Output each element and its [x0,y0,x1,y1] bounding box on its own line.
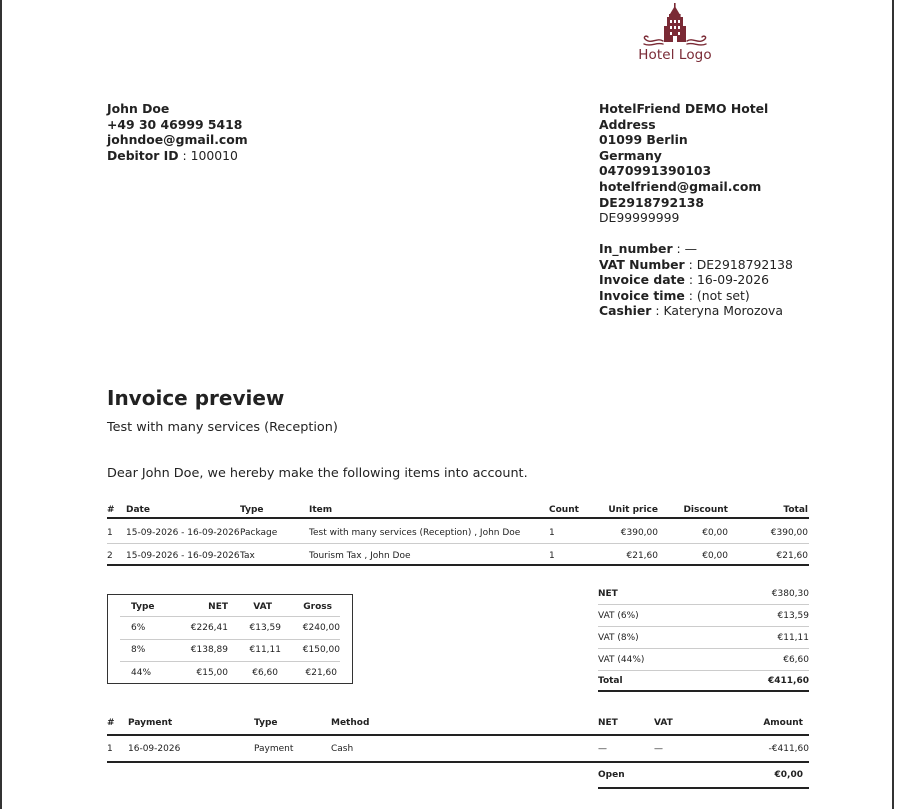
invoice-date-label: Invoice date [599,272,685,288]
totals-divider [598,626,809,627]
vat-row-vat: €13,59 [249,623,281,633]
cashier: Cashier : Kateryna Morozova [599,303,783,319]
invoice-subtitle: Test with many services (Reception) [107,420,338,435]
hotel-info [599,101,768,226]
payments-header-rule [107,734,809,736]
invoice-date-value: 16-09-2026 [696,272,769,288]
row-divider [107,543,809,544]
hotel-tax-id: DE99999999 [599,210,680,226]
pay-col-payment: Payment [128,718,173,728]
guest-name: John Doe [107,101,170,116]
payment-row-amount: -€411,60 [768,744,809,754]
table-row-count: 1 [549,528,555,538]
debitor-value: 100010 [190,147,238,163]
vat-col-net: NET [208,602,228,612]
payment-row-net: — [598,744,607,754]
table-row-date: 15-09-2026 - 16-09-2026 [126,528,240,538]
vat-number-label: VAT Number [599,256,685,272]
vat-row-type: 8% [131,645,146,655]
hotel-city: 01099 Berlin [599,132,688,148]
totals-vat6-label: VAT (6%) [598,611,639,621]
col-type: Type [240,505,264,515]
page-title: Invoice preview [107,386,285,410]
hotel-logo [636,2,714,70]
vat-number-value: DE2918792138 [696,256,793,272]
vat-row-type: 6% [131,623,146,633]
invoice-time-label: Invoice time [599,287,685,303]
invoice-time: Invoice time : (not set) [599,287,750,303]
debitor-label: Debitor ID [107,147,179,163]
col-item: Item [309,505,333,515]
table-row-discount: €0,00 [702,551,728,561]
invoice-intro: Dear John Doe, we hereby make the following items into account. [107,466,528,481]
table-row-item: Test with many services (Reception) , John Doe [309,528,521,538]
col-count: Count [549,505,579,515]
vat-divider [120,661,340,662]
guest-email: johndoe@gmail.com [107,132,248,148]
totals-vat6-value: €13,59 [777,611,809,621]
totals-vat44-value: €6,60 [783,655,809,665]
cashier-label: Cashier [599,303,652,319]
pay-col-amount: Amount [763,718,803,728]
vat-col-gross: Gross [303,602,332,612]
totals-net-label: NET [598,589,618,599]
table-row-total: €21,60 [776,551,808,561]
totals-total-value: €411,60 [768,676,809,686]
vat-row-gross: €150,00 [302,645,340,655]
totals-total-label: Total [598,676,623,686]
totals-vat8-label: VAT (8%) [598,633,639,643]
in-number: In_number : — [599,241,698,256]
guest-info [107,101,248,163]
vat-row-type: 44% [131,668,152,678]
hotel-email: hotelfriend@gmail.com [599,178,762,194]
items-header-rule [107,517,809,519]
hotel-name: HotelFriend DEMO Hotel [599,101,769,116]
payment-row-method: Cash [331,744,354,754]
cashier-value: Kateryna Morozova [663,303,783,319]
open-label: Open [598,770,625,780]
debitor-id: Debitor ID : 100010 [107,147,238,163]
vat-divider [120,639,340,640]
col-discount: Discount [683,505,728,515]
payment-row-date: 16-09-2026 [128,744,181,754]
col-num: # [107,505,115,515]
table-row-discount: €0,00 [702,528,728,538]
table-row-type: Package [240,528,278,538]
open-rule [598,787,809,789]
items-footer-rule [107,564,809,566]
vat-row-net: €15,00 [196,668,228,678]
in-number-value: — [684,241,698,256]
logo-text: Hotel Logo [638,47,712,63]
hotel-address: Address [599,116,656,132]
table-row-unit-price: €390,00 [620,528,658,538]
pay-col-vat: VAT [654,718,673,728]
pay-col-method: Method [331,718,370,728]
vat-col-vat: VAT [253,602,272,612]
page-border-right [892,0,894,809]
pay-col-type: Type [254,718,278,728]
vat-divider [120,616,340,617]
table-row-num: 1 [107,528,113,538]
vat-row-gross: €240,00 [302,623,340,633]
vat-number: VAT Number : DE2918792138 [599,256,793,272]
totals-vat44-label: VAT (44%) [598,655,645,665]
invoice-meta [599,241,793,319]
open-value: €0,00 [774,770,803,780]
payment-row-vat: — [654,744,663,754]
totals-rule [598,690,809,692]
col-total: Total [783,505,808,515]
vat-col-type: Type [131,602,155,612]
pay-col-num: # [107,718,115,728]
hotel-building-icon [641,2,709,46]
table-row-count: 1 [549,551,555,561]
payment-row-num: 1 [107,744,113,754]
vat-row-vat: €6,60 [252,668,278,678]
pay-col-net: NET [598,718,618,728]
invoice-time-value: (not set) [696,287,750,303]
vat-row-net: €138,89 [190,645,228,655]
vat-row-net: €226,41 [190,623,228,633]
vat-row-gross: €21,60 [305,668,337,678]
table-row-date: 15-09-2026 - 16-09-2026 [126,551,240,561]
hotel-country: Germany [599,147,662,163]
totals-divider [598,670,809,671]
totals-net-value: €380,30 [771,589,809,599]
table-row-total: €390,00 [770,528,808,538]
totals-divider [598,604,809,605]
invoice-date: Invoice date : 16-09-2026 [599,272,769,288]
table-row-type: Tax [240,551,255,561]
col-date: Date [126,505,150,515]
in-number-label: In_number [599,241,673,256]
hotel-phone: 0470991390103 [599,163,712,179]
hotel-vat-id: DE2918792138 [599,194,704,210]
guest-phone: +49 30 46999 5418 [107,116,243,132]
table-row-item: Tourism Tax , John Doe [309,551,411,561]
page-border-left [0,0,2,809]
payments-footer-rule [107,761,809,763]
totals-divider [598,648,809,649]
payment-row-type: Payment [254,744,294,754]
vat-row-vat: €11,11 [249,645,281,655]
col-unit-price: Unit price [608,505,658,515]
table-row-num: 2 [107,551,113,561]
table-row-unit-price: €21,60 [626,551,658,561]
totals-vat8-value: €11,11 [777,633,809,643]
